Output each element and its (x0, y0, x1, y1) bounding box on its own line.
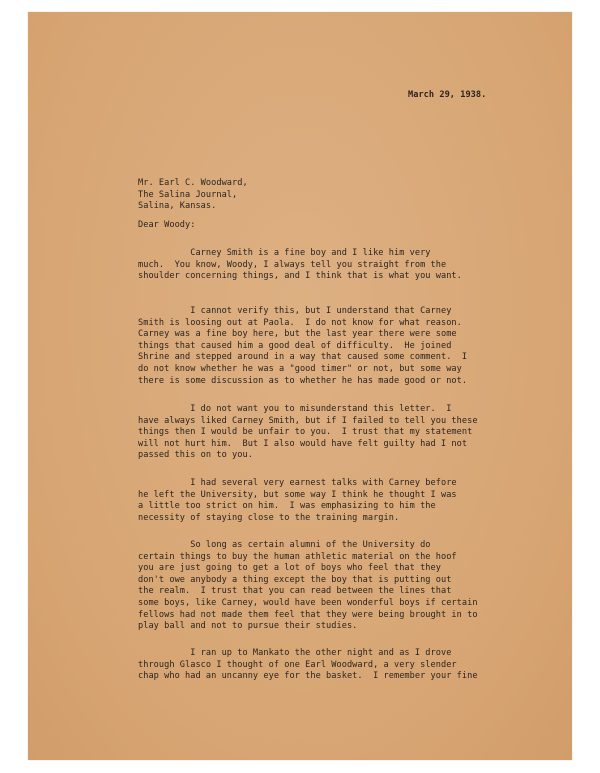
text-line: he left the University, but some way I think he thought I was (138, 489, 457, 500)
text-line: play ball and not to pursue their studies. (138, 621, 358, 632)
text-line: Carney was a fine boy here, but the last year there were some (138, 329, 457, 340)
text-line: there is some discussion as to whether he has made good or not. (138, 375, 468, 386)
text-line: through Glasco I thought of one Earl Woodward, a very slender (138, 659, 457, 670)
text-line: don't owe anybody a thing except the boy that is putting out (138, 574, 452, 585)
address-line: Mr. Earl C. Woodward, (138, 178, 248, 188)
text-line: much. You know, Woody, I always tell you straight from the (138, 259, 447, 270)
text-line: you are just going to get a lot of boys who feel that they (138, 563, 441, 574)
text-line: I cannot verify this, but I understand that Carney (138, 306, 452, 316)
text-line: So long as certain alumni of the University do (138, 540, 431, 550)
address-line: The Salina Journal, (138, 189, 238, 200)
letter-page (28, 12, 572, 760)
text-line: I do not want you to misunderstand this letter. I (138, 404, 452, 414)
text-line: Shrine and stepped around in a way that caused some comment. I (138, 352, 468, 363)
letter-body (28, 12, 572, 760)
text-line: some boys, like Carney, would have been wonderful boys if certain (138, 597, 478, 608)
letter-date: March 29, 1938. (408, 90, 487, 100)
text-line: Carney Smith is a fine boy and I like him very (138, 248, 431, 258)
recipient-address (138, 178, 248, 213)
address-line: Salina, Kansas. (138, 201, 217, 212)
paragraph (138, 478, 538, 524)
text-line: certain things to buy the human athletic material on the hoof (138, 551, 457, 562)
paragraph (138, 306, 538, 387)
text-line: have always liked Carney Smith, but if I failed to tell you these (138, 415, 478, 426)
text-line: necessity of staying close to the training margin. (138, 512, 400, 523)
text-line: passed this on to you. (138, 450, 253, 461)
text-line: I ran up to Mankato the other night and as I drove (138, 648, 452, 658)
text-line: I had several very earnest talks with Carney before (138, 478, 457, 488)
text-line: a little too strict on him. I was emphasizing to him the (138, 501, 436, 512)
text-line: do not know whether he was a "good timer" or not, but some way (138, 363, 462, 374)
text-line: the realm. I trust that you can read between the lines that (138, 586, 452, 597)
text-line: things then I would be unfair to you. I trust that my statement (138, 427, 473, 438)
text-line: things that caused him a good deal of difficulty. He joined (138, 340, 452, 351)
paragraph (138, 404, 538, 462)
text-line: chap who had an uncanny eye for the basket. I remember your fine (138, 671, 478, 682)
text-line: Smith is loosing out at Paola. I do not know for what reason. (138, 317, 462, 328)
text-line: fellows had not made them feel that they were being brought in to (138, 609, 478, 620)
paragraph (138, 648, 538, 683)
paragraph (138, 248, 538, 283)
text-line: will not hurt him. But I also would have felt guilty had I not (138, 438, 468, 449)
paragraph (138, 540, 538, 633)
salutation: Dear Woody: (138, 220, 196, 230)
text-line: shoulder concerning things, and I think that is what you want. (138, 271, 462, 282)
